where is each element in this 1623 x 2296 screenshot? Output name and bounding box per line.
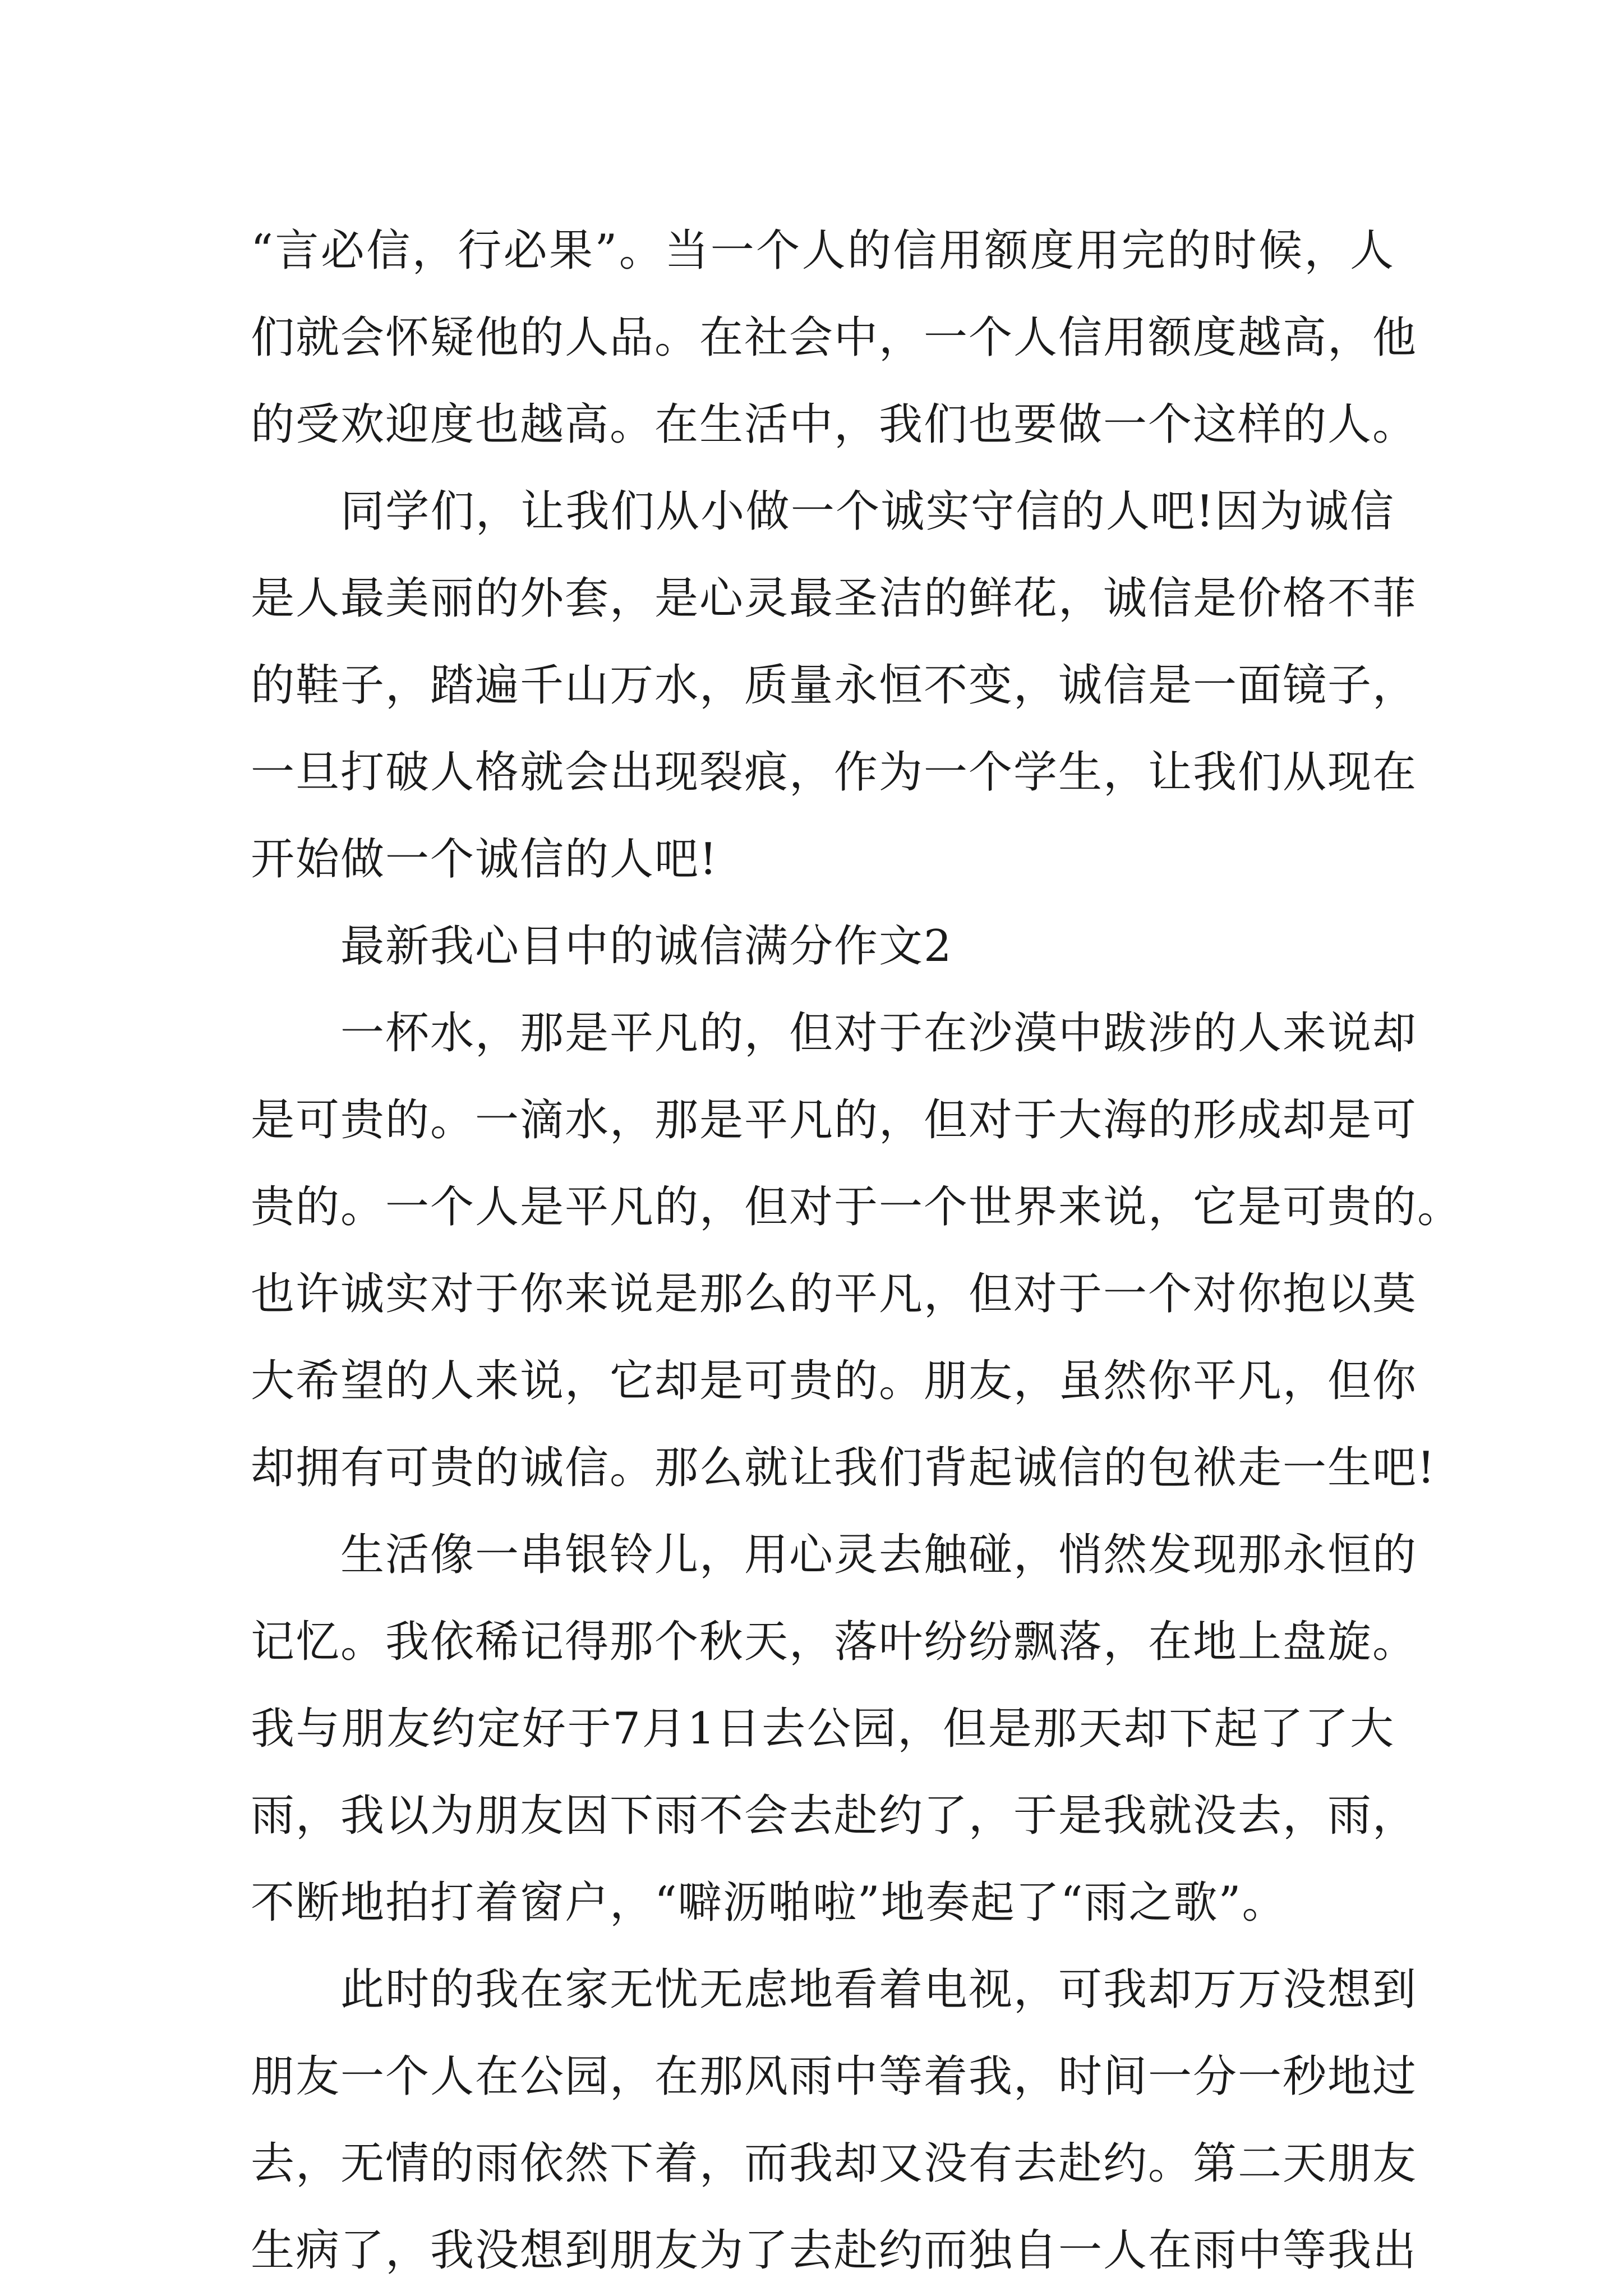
text-line: 我与朋友约定好于7月1日去公园，但是那天却下起了了大 bbox=[251, 1704, 1395, 1754]
text-line: 去，无情的雨依然下着，而我却又没有去赴约。第二天朋友 bbox=[251, 2138, 1418, 2189]
text-line: 最新我心目中的诚信满分作文2 bbox=[340, 921, 953, 972]
text-line: 是人最美丽的外套，是心灵最圣洁的鲜花，诚信是价格不菲 bbox=[251, 573, 1418, 624]
text-line: 的受欢迎度也越高。在生活中，我们也要做一个这样的人。 bbox=[251, 399, 1418, 450]
text-line: 记忆。我依稀记得那个秋天，落叶纷纷飘落，在地上盘旋。 bbox=[251, 1617, 1418, 1667]
text-line: 此时的我在家无忧无虑地看着电视，可我却万万没想到 bbox=[340, 1964, 1418, 2015]
text-line: 却拥有可贵的诚信。那么就让我们背起诚信的包袱走一生吧! bbox=[251, 1443, 1436, 1493]
text-line: 不断地拍打着窗户，“噼沥啪啦”地奏起了“雨之歌”。 bbox=[251, 1878, 1287, 1928]
text-line: 开始做一个诚信的人吧! bbox=[251, 834, 718, 885]
text-line: 大希望的人来说，它却是可贵的。朋友，虽然你平凡，但你 bbox=[251, 1356, 1418, 1406]
text-line: 一旦打破人格就会出现裂痕，作为一个学生，让我们从现在 bbox=[251, 747, 1418, 798]
text-line: 贵的。一个人是平凡的，但对于一个世界来说，它是可贵的。 bbox=[251, 1182, 1463, 1232]
text-line: 朋友一个人在公园，在那风雨中等着我，时间一分一秒地过 bbox=[251, 2051, 1418, 2102]
text-line: “言必信，行必果”。当一个人的信用额度用完的时候，人 bbox=[251, 226, 1395, 276]
text-line: 一杯水，那是平凡的，但对于在沙漠中跋涉的人来说却 bbox=[340, 1008, 1418, 1059]
text-line: 雨，我以为朋友因下雨不会去赴约了，于是我就没去，雨， bbox=[251, 1791, 1418, 1841]
body-text bbox=[251, 208, 1463, 2294]
text-line: 的鞋子，踏遍千山万水，质量永恒不变，诚信是一面镜子， bbox=[251, 660, 1418, 711]
text-line: 生病了，我没想到朋友为了去赴约而独自一人在雨中等我出 bbox=[251, 2225, 1418, 2276]
text-line: 是可贵的。一滴水，那是平凡的，但对于大海的形成却是可 bbox=[251, 1095, 1418, 1145]
text-line: 们就会怀疑他的人品。在社会中，一个人信用额度越高，他 bbox=[251, 312, 1418, 363]
text-line: 同学们，让我们从小做一个诚实守信的人吧!因为诚信 bbox=[340, 486, 1395, 537]
text-line: 生活像一串银铃儿，用心灵去触碰，悄然发现那永恒的 bbox=[340, 1530, 1418, 1580]
text-line: 也许诚实对于你来说是那么的平凡，但对于一个对你抱以莫 bbox=[251, 1269, 1418, 1319]
